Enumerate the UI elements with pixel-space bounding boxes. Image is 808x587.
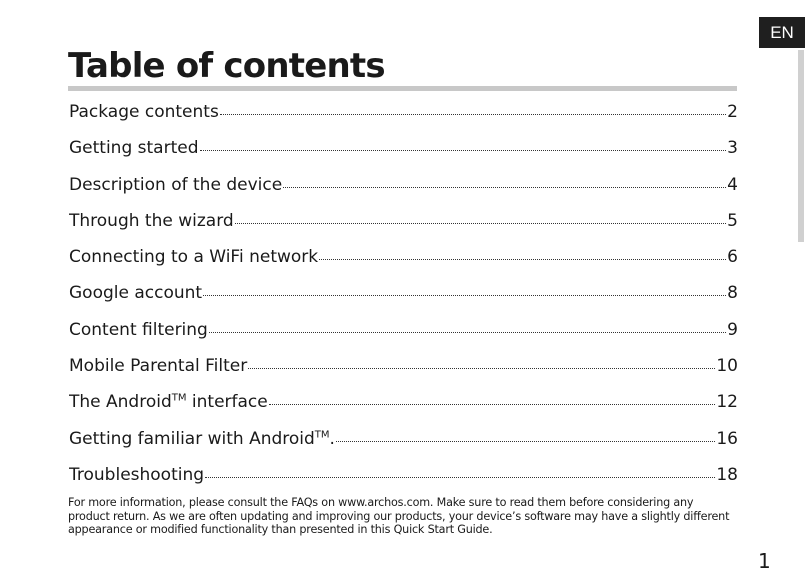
toc-entry-label	[69, 388, 268, 416]
language-tab: EN	[759, 17, 805, 48]
toc-entry-title: Google account	[69, 283, 203, 304]
table-of-contents	[69, 98, 738, 497]
toc-entry[interactable]	[69, 207, 738, 243]
dot-leader	[235, 223, 727, 224]
dot-leader	[209, 332, 726, 333]
toc-entry-title: Getting started	[69, 138, 199, 159]
footer-note: For more information, please consult the FAQs on www.archos.com. Make sure to read them before considering any product return. As we are often updating and improving our products, your device’s software may have a slightly different appearance or modified functionality than presented in this Quick Start Guide.	[68, 496, 730, 536]
dot-leader	[283, 187, 726, 188]
toc-entry-title: Troubleshooting	[69, 464, 205, 485]
trademark-superscript: TM	[171, 392, 187, 404]
toc-entry-label	[69, 279, 202, 307]
dot-leader	[203, 295, 726, 296]
dot-leader	[205, 477, 715, 478]
toc-entry-label	[69, 316, 208, 344]
side-scroll-bar	[798, 50, 804, 242]
dot-leader	[220, 114, 726, 115]
toc-entry[interactable]	[69, 171, 738, 207]
toc-entry[interactable]	[69, 461, 738, 497]
toc-entry[interactable]	[69, 279, 738, 315]
toc-entry-title: Content filtering	[69, 319, 208, 340]
toc-entry-label	[69, 207, 234, 235]
toc-entry-title: Mobile Parental Filter	[69, 356, 248, 377]
title-divider	[68, 86, 737, 91]
toc-entry-page: 3	[727, 138, 738, 159]
toc-entry-label	[69, 352, 247, 380]
toc-entry-title: Getting familiar with Android	[69, 428, 315, 449]
toc-entry-page: 12	[716, 392, 738, 413]
toc-entry-label	[69, 98, 219, 126]
dot-leader	[336, 441, 715, 442]
toc-entry-title: Package contents	[69, 102, 219, 122]
page-number: 1	[758, 549, 771, 573]
toc-entry-page: 10	[716, 356, 738, 377]
dot-leader	[269, 404, 716, 405]
toc-entry[interactable]	[69, 352, 738, 388]
toc-entry-page: 8	[727, 283, 738, 304]
toc-entry[interactable]	[69, 98, 738, 134]
toc-entry[interactable]	[69, 388, 738, 424]
toc-entry-title: Description of the device	[69, 174, 283, 195]
toc-entry-page: 16	[716, 428, 738, 449]
toc-entry-page: 5	[727, 210, 738, 231]
toc-entry[interactable]	[69, 243, 738, 279]
toc-entry-page: 4	[727, 174, 738, 195]
toc-entry-label	[69, 425, 335, 453]
dot-leader	[200, 150, 727, 151]
toc-entry-title: Through the wizard	[69, 210, 234, 231]
toc-entry[interactable]	[69, 134, 738, 170]
dot-leader	[248, 368, 715, 369]
toc-entry-label	[69, 134, 199, 162]
toc-entry-title-suffix: interface	[186, 392, 268, 413]
toc-entry-title: Connecting to a WiFi network	[69, 247, 319, 268]
toc-entry-label	[69, 243, 318, 271]
toc-entry-page: 2	[727, 102, 738, 122]
dot-leader	[319, 259, 726, 260]
page-title: Table of contents	[68, 46, 385, 86]
toc-entry-title-suffix: .	[329, 428, 335, 449]
toc-entry[interactable]	[69, 425, 738, 461]
toc-entry-page: 9	[727, 319, 738, 340]
toc-entry[interactable]	[69, 316, 738, 352]
trademark-superscript: TM	[314, 429, 330, 441]
toc-entry-label	[69, 171, 282, 199]
toc-entry-page: 18	[716, 464, 738, 485]
toc-entry-label	[69, 461, 204, 489]
toc-entry-title: The Android	[69, 392, 172, 413]
toc-entry-page: 6	[727, 247, 738, 268]
